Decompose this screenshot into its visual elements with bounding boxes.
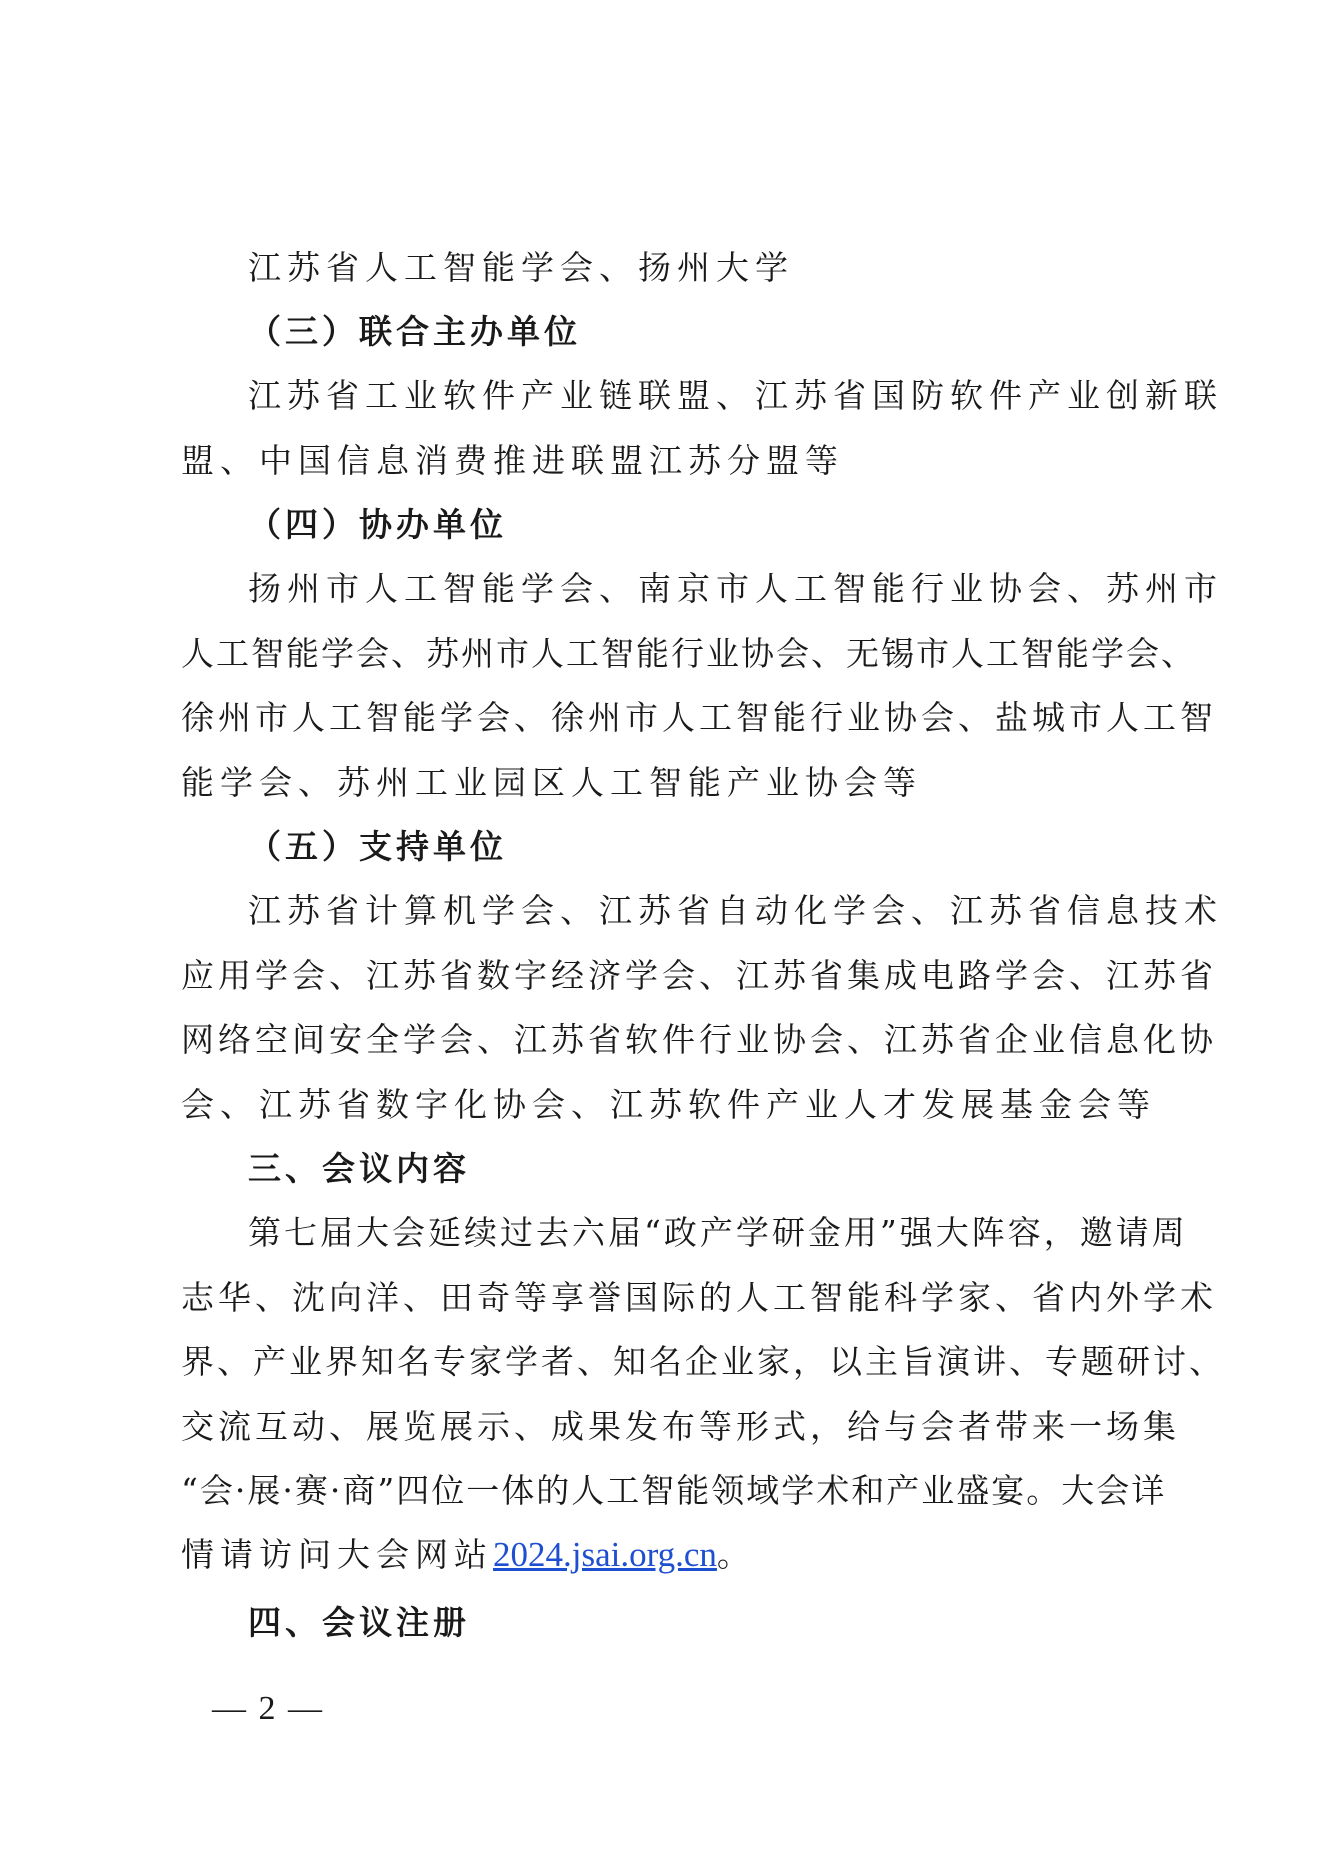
paragraph-line: 界、产业界知名专家学者、知名企业家，以主旨演讲、专题研讨、 [181, 1342, 1225, 1381]
paragraph-line: 徐州市人工智能学会、徐州市人工智能行业协会、盐城市人工智 [181, 698, 1217, 737]
paragraph-line: 第七届大会延续过去六届“政产学研金用”强大阵容，邀请周 [248, 1213, 1188, 1252]
paragraph-text: 。 [716, 1535, 756, 1574]
paragraph-line [181, 1535, 756, 1575]
paragraph-text: 情请访问大会网站 [181, 1535, 493, 1574]
section-heading: （五）支持单位 [248, 827, 507, 866]
chapter-heading: 三、会议内容 [248, 1149, 470, 1188]
paragraph-line: “会·展·赛·商”四位一体的人工智能领域学术和产业盛宴。大会详 [181, 1471, 1167, 1510]
chapter-heading: 四、会议注册 [248, 1603, 470, 1642]
conference-website-link[interactable]: 2024.jsai.org.cn [493, 1535, 717, 1574]
paragraph-line: 应用学会、江苏省数字经济学会、江苏省集成电路学会、江苏省 [181, 956, 1217, 995]
paragraph-line: 志华、沈向洋、田奇等享誉国际的人工智能科学家、省内外学术 [181, 1278, 1217, 1317]
page-number: — 2 — [212, 1690, 324, 1727]
paragraph-line: 盟、中国信息消费推进联盟江苏分盟等 [181, 441, 844, 480]
paragraph-line: 江苏省人工智能学会、扬州大学 [248, 248, 794, 287]
paragraph-line: 会、江苏省数字化协会、江苏软件产业人才发展基金会等 [181, 1085, 1156, 1124]
paragraph-line: 江苏省计算机学会、江苏省自动化学会、江苏省信息技术 [248, 891, 1223, 930]
section-heading: （三）联合主办单位 [248, 312, 581, 351]
paragraph-line: 能学会、苏州工业园区人工智能产业协会等 [181, 763, 922, 802]
paragraph-line: 人工智能学会、苏州市人工智能行业协会、无锡市人工智能学会、 [181, 634, 1196, 673]
section-heading: （四）协办单位 [248, 505, 507, 544]
paragraph-line: 网络空间安全学会、江苏省软件行业协会、江苏省企业信息化协 [181, 1020, 1217, 1059]
paragraph-line: 江苏省工业软件产业链联盟、江苏省国防软件产业创新联 [248, 376, 1223, 415]
paragraph-line: 扬州市人工智能学会、南京市人工智能行业协会、苏州市 [248, 569, 1223, 608]
paragraph-line: 交流互动、展览展示、成果发布等形式，给与会者带来一场集 [181, 1407, 1180, 1446]
